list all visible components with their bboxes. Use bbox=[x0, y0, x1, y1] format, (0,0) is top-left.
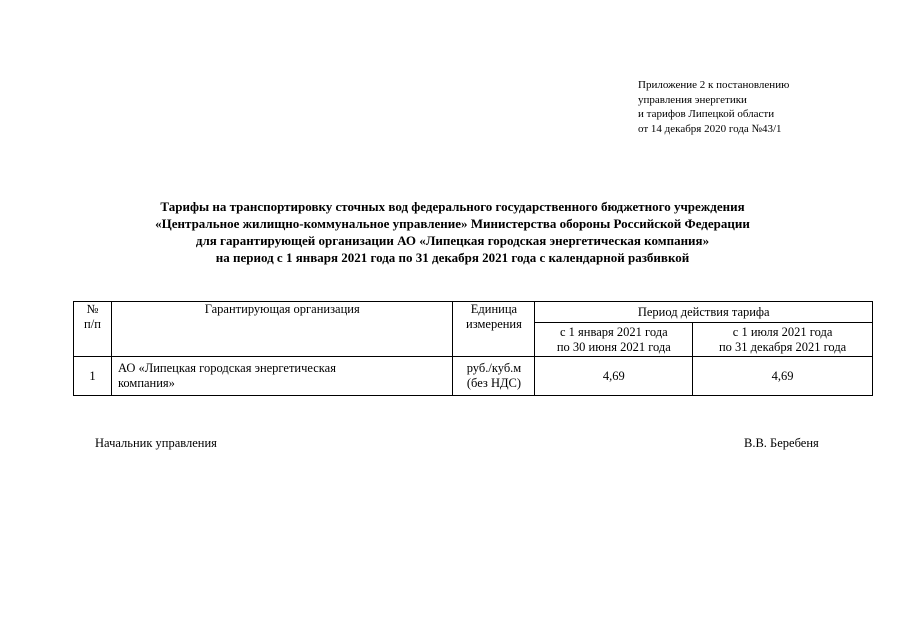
appendix-line: и тарифов Липецкой области bbox=[638, 108, 775, 120]
document-title bbox=[100, 198, 805, 266]
row-value-period-1: 4,69 bbox=[535, 357, 693, 396]
table-row bbox=[74, 357, 873, 396]
table-header-row bbox=[74, 302, 873, 323]
title-line: Тарифы на транспортировку сточных вод федерального государственного бюджетного учреждения bbox=[160, 199, 745, 214]
row-num: 1 bbox=[74, 357, 112, 396]
signer-position: Начальник управления bbox=[95, 436, 217, 450]
row-unit: руб./куб.м (без НДС) bbox=[453, 357, 535, 396]
title-line: для гарантирующей организации АО «Липецкая городская энергетическая компания» bbox=[195, 233, 710, 248]
header-period-1: с 1 января 2021 года по 30 июня 2021 года bbox=[535, 323, 693, 357]
header-num: № п/п bbox=[74, 302, 112, 357]
row-value-period-2: 4,69 bbox=[693, 357, 873, 396]
appendix-line: управления энергетики bbox=[638, 93, 747, 106]
appendix-line: от 14 декабря 2020 года №43/1 bbox=[638, 122, 782, 135]
title-line: на период с 1 января 2021 года по 31 декабря 2021 года с календарной разбивкой bbox=[215, 250, 690, 265]
signer-name: В.В. Беребеня bbox=[744, 436, 819, 450]
header-org: Гарантирующая организация bbox=[111, 302, 453, 357]
appendix-note bbox=[638, 78, 789, 136]
tariff-table bbox=[73, 301, 873, 396]
row-org: АО «Липецкая городская энергетическая компания» bbox=[111, 357, 453, 396]
header-period-2: с 1 июля 2021 года по 31 декабря 2021 года bbox=[693, 323, 873, 357]
header-period: Период действия тарифа bbox=[535, 302, 873, 323]
appendix-line: Приложение 2 к постановлению bbox=[638, 79, 790, 91]
header-unit: Единица измерения bbox=[453, 302, 535, 357]
title-line: «Центральное жилищно-коммунальное управление» Министерства обороны Российской Федерации bbox=[155, 216, 750, 231]
